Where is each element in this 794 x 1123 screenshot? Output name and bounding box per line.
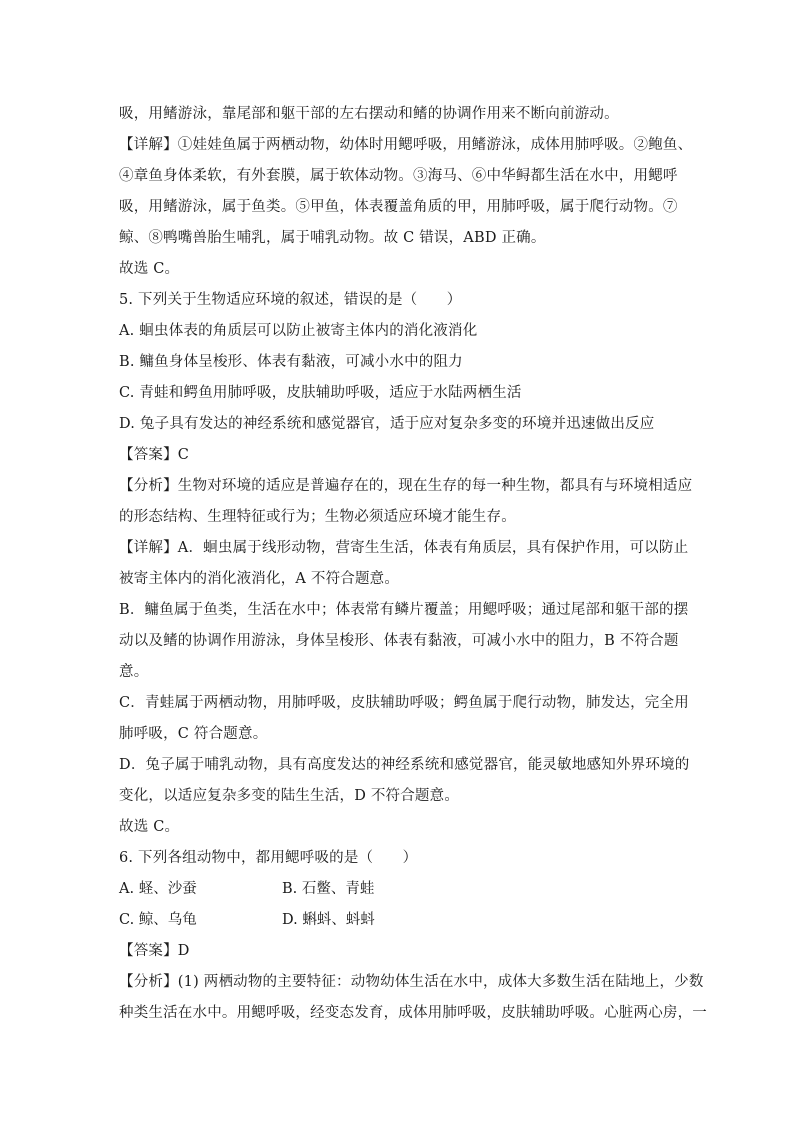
text-line: B．鳙鱼属于鱼类，生活在水中；体表常有鳞片覆盖；用鳃呼吸；通过尾部和躯干部的摆	[119, 602, 689, 618]
option-item: C. 鲸、乌龟	[119, 912, 197, 928]
text-line: 的形态结构、生理特征或行为；生物必须适应环境才能生存。	[119, 509, 516, 525]
text-line: 被寄主体内的消化液消化，A 不符合题意。	[119, 571, 400, 587]
text-block-b	[119, 936, 707, 1029]
text-line: 动以及鳍的协调作用游泳，身体呈梭形、体表有黏液，可减小水中的阻力，B 不符合题	[119, 633, 679, 649]
option-item: A. 蛏、沙蚕	[119, 881, 197, 897]
text-line: C．青蛙属于两栖动物，用肺呼吸，皮肤辅助呼吸；鳄鱼属于爬行动物，肺发达，完全用	[119, 695, 689, 711]
text-line: C. 青蛙和鳄鱼用肺呼吸，皮肤辅助呼吸，适应于水陆两栖生活	[119, 385, 522, 401]
text-line: D. 兔子具有发达的神经系统和感觉器官，适于应对复杂多变的环境并迅速做出反应	[119, 416, 655, 432]
option-row	[119, 874, 689, 905]
text-line: 【详解】①娃娃鱼属于两栖动物，幼体时用鳃呼吸，用鳍游泳，成体用肺呼吸。②鲍鱼、	[119, 137, 693, 153]
text-line: 【答案】C	[119, 447, 190, 463]
text-line: A. 蛔虫体表的角质层可以防止被寄主体内的消化液消化	[119, 323, 478, 339]
option-item: D. 蝌蚪、蚪蚪	[282, 912, 375, 928]
text-line: 鲸、⑧鸭嘴兽胎生哺乳，属于哺乳动物。故 C 错误，ABD 正确。	[119, 230, 546, 246]
text-line: 5. 下列关于生物适应环境的叙述，错误的是（ ）	[119, 292, 462, 308]
text-line: ④章鱼身体柔软，有外套膜，属于软体动物。③海马、⑥中华鲟都生活在水中，用鳃呼	[119, 168, 678, 184]
text-line: D．兔子属于哺乳动物，具有高度发达的神经系统和感觉器官，能灵敏地感知外界环境的	[119, 757, 690, 773]
options-block	[119, 874, 689, 936]
text-line: 肺呼吸，C 符合题意。	[119, 726, 268, 742]
text-line: 【详解】A．蛔虫属于线形动物，营寄生生活，体表有角质层，具有保护作用，可以防止	[119, 540, 689, 556]
option-item: B. 石鳖、青蛙	[282, 881, 375, 897]
text-line: 种类生活在水中。用鳃呼吸，经变态发育，成体用肺呼吸，皮肤辅助呼吸。心脏两心房，一	[119, 1005, 707, 1021]
text-line: 【分析】(1) 两栖动物的主要特征：动物幼体生活在水中，成体大多数生活在陆地上，少数	[119, 974, 704, 990]
text-line: 【答案】D	[119, 943, 190, 959]
option-row	[119, 905, 689, 936]
text-line: 故选 C。	[119, 261, 180, 277]
document-page	[119, 99, 707, 1029]
text-line: 6. 下列各组动物中，都用鳃呼吸的是（ ）	[119, 850, 418, 866]
text-line: 吸，用鳍游泳，靠尾部和躯干部的左右摆动和鳍的协调作用来不断向前游动。	[119, 106, 619, 122]
text-block-a	[119, 99, 693, 874]
text-line: 变化，以适应复杂多变的陆生生活，D 不符合题意。	[119, 788, 460, 804]
text-line: 【分析】生物对环境的适应是普遍存在的，现在生存的每一种生物，都具有与环境相适应	[119, 478, 693, 494]
text-line: 意。	[119, 664, 149, 680]
text-line: B. 鳙鱼身体呈梭形、体表有黏液，可减小水中的阻力	[119, 354, 463, 370]
text-line: 吸，用鳍游泳，属于鱼类。⑤甲鱼，体表覆盖角质的甲，用肺呼吸，属于爬行动物。⑦	[119, 199, 678, 215]
text-line: 故选 C。	[119, 819, 180, 835]
